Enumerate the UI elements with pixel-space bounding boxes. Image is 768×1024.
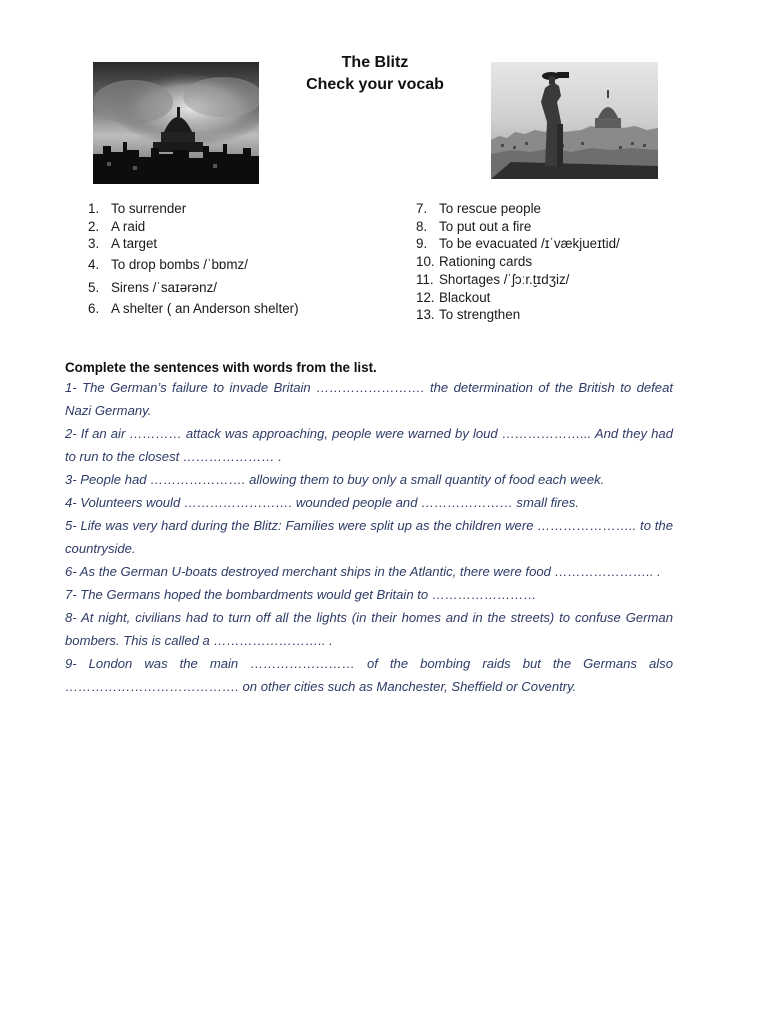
exercise-sentence: 5- Life was very hard during the Blitz: Families were split up as the children were ………………….. to the countryside.: [65, 518, 673, 556]
vocab-item: [416, 272, 736, 290]
vocab-text: Blackout: [439, 289, 491, 305]
vocab-text: A target: [111, 236, 158, 251]
vocab-item: [416, 307, 736, 325]
vocab-text: Sirens /ˈsaɪərənz/: [111, 280, 217, 295]
vocab-text: A shelter ( an Anderson shelter): [111, 301, 299, 316]
vocab-list-left: [88, 201, 388, 319]
exercise-sentence: 2- If an air ………… attack was approaching, people were warned by loud ………………... And they had to run to the closest ………………… .: [65, 426, 673, 464]
vocab-text: To strengthen: [439, 307, 521, 322]
vocab-number: 10.: [416, 254, 435, 269]
vocab-item: [88, 201, 388, 219]
vocab-text: To be evacuated /ɪˈvækjueɪtid/: [439, 236, 620, 251]
exercise-sentence: 3- People had …………………. allowing them to buy only a small quantity of food each week.: [65, 472, 605, 487]
vocab-number: 1.: [88, 201, 100, 216]
vocab-text: Rationing cards: [439, 254, 533, 269]
st-pauls-smoke-photo: [93, 62, 259, 184]
vocab-item: [88, 236, 388, 257]
vocab-number: 4.: [88, 257, 100, 272]
vocab-item: [416, 219, 736, 237]
vocab-number: 7.: [416, 201, 428, 216]
vocab-item: [416, 201, 736, 219]
exercise-sentence: 9- London was the main …………………… of the bombing raids but the Germans also …………………………………. on other cities such as Manchester, Sheffield or Coventry.: [65, 656, 673, 694]
vocab-number: 12.: [416, 289, 435, 305]
spotter-on-roof-photo: [491, 62, 658, 179]
vocab-number: 3.: [88, 236, 100, 251]
exercise-sentence: 4- Volunteers would ……………………. wounded people and ………………… small fires.: [65, 495, 579, 510]
vocab-number: 11.: [416, 272, 434, 287]
vocab-number: 8.: [416, 218, 428, 234]
vocab-item: [416, 290, 736, 308]
title-subtitle: Check your vocab: [306, 76, 444, 93]
vocab-item: [88, 219, 388, 237]
vocab-number: 13.: [416, 307, 435, 322]
vocab-text: To put out a fire: [439, 218, 532, 234]
vocab-item: [416, 254, 736, 272]
exercise-sentence: 6- As the German U-boats destroyed merchant ships in the Atlantic, there were food ………………….. .: [65, 564, 661, 579]
vocab-text: To surrender: [111, 201, 187, 216]
vocab-text: Shortages /ˈʃɔːr.t̬ɪdʒiz/: [439, 272, 570, 287]
vocab-number: 2.: [88, 218, 100, 234]
vocab-text: To drop bombs /ˈbɒmz/: [111, 257, 248, 272]
vocab-item: [88, 257, 388, 280]
exercise-sentences: [65, 376, 673, 698]
vocab-item: [88, 280, 388, 301]
exercise-heading: Complete the sentences with words from the list.: [65, 360, 377, 375]
vocab-number: 9.: [416, 236, 428, 251]
vocab-text: A raid: [111, 218, 146, 234]
vocab-item: [416, 236, 736, 254]
vocab-number: 5.: [88, 280, 100, 295]
vocab-list-right: [416, 201, 736, 325]
worksheet-title: [250, 52, 500, 96]
vocab-item: [88, 301, 388, 319]
exercise-sentence: 1- The German’s failure to invade Britain ……………………. the determination of the British to defeat Nazi Germany.: [65, 380, 673, 418]
exercise-sentence: 8- At night, civilians had to turn off all the lights (in their homes and in the streets) to confuse German bombers. This is called a …………………….. .: [65, 610, 673, 648]
exercise-sentence: 7- The Germans hoped the bombardments would get Britain to ……………………: [65, 587, 537, 602]
vocab-text: To rescue people: [439, 201, 541, 216]
title-main: The Blitz: [341, 54, 409, 71]
vocab-number: 6.: [88, 301, 100, 316]
